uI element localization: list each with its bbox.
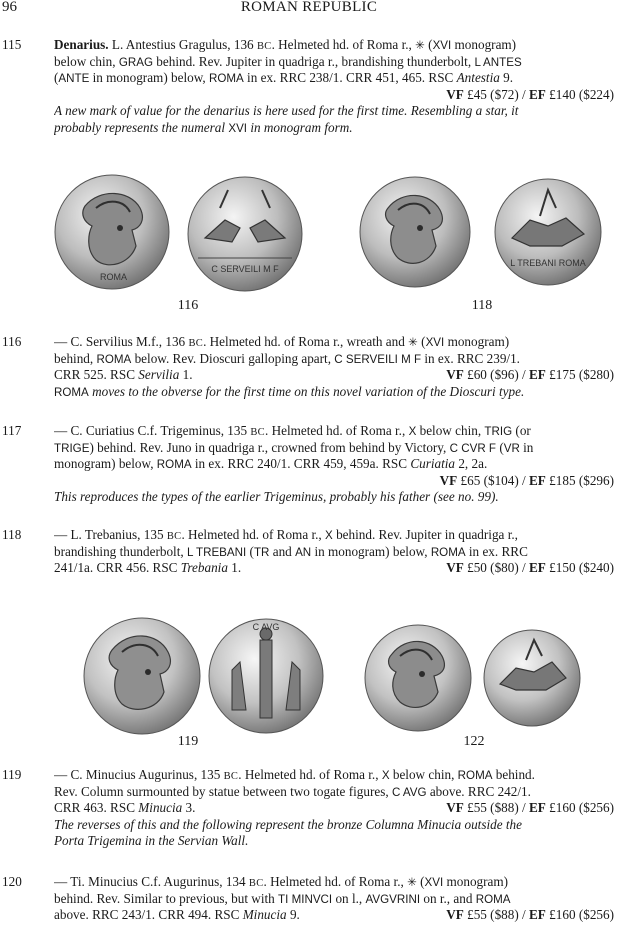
- valuation: [54, 473, 614, 490]
- entry-text: — Ti. Minucius C.f. Augurinus, 134: [54, 874, 249, 889]
- entry-text: below chin,: [416, 423, 485, 438]
- reference-text: [54, 800, 195, 817]
- legend-text: ROMA: [208, 72, 244, 85]
- entry-line: [54, 440, 614, 457]
- entry-text: behind. Rev. Jupiter in quadriga r., brandishing thunderbolt,: [152, 53, 475, 69]
- entry-text: BC: [188, 338, 204, 349]
- plate-caption: 118: [471, 298, 493, 313]
- entry-line: [54, 351, 614, 368]
- entry-text: BC: [256, 41, 272, 52]
- entry-text: brandishing thunderbolt,: [54, 543, 187, 559]
- entry-text: A new mark of value for the denarius is here used for the first time. Resembling a star, it: [54, 103, 519, 118]
- grade-label: EF: [529, 907, 546, 922]
- entry-line: [54, 833, 614, 850]
- entry-text: . Helmeted hd. of Roma r.,: [238, 767, 382, 782]
- entry-text: Minucia: [242, 907, 287, 922]
- entry-line: [54, 70, 614, 87]
- coin-legend: C AVG: [252, 622, 280, 632]
- grade-label: Denarius.: [54, 37, 109, 52]
- entry-text: monogram) below,: [54, 456, 157, 471]
- entry-line: [54, 891, 614, 908]
- entry-text: — L. Trebanius, 135: [54, 527, 167, 542]
- entry-line: [54, 37, 614, 54]
- grade-label: EF: [529, 86, 546, 102]
- reference-text: [54, 907, 300, 924]
- entry-text: (: [416, 874, 425, 889]
- entry-text: behind.: [492, 767, 535, 782]
- entry-line: [54, 489, 614, 506]
- legend-text: X: [381, 769, 390, 782]
- legend-text: AVGVRINI: [365, 892, 421, 906]
- entry-text: (or: [512, 423, 531, 438]
- entry-body: [54, 527, 614, 577]
- grade-label: VF: [446, 907, 464, 922]
- entry-line: [54, 423, 614, 440]
- coin-plate-2: [0, 610, 618, 760]
- entry-text: 241/1a. CRR 456. RSC: [54, 560, 181, 575]
- entry-text: below chin,: [54, 53, 119, 69]
- entry-text: 1.: [227, 560, 242, 575]
- entry-body: [54, 37, 614, 136]
- coin-116-obverse: [55, 175, 169, 289]
- entry-text: CRR 463. RSC: [54, 800, 139, 815]
- entry-text: probably represents the numeral: [54, 119, 229, 135]
- entry-text: below. Rev. Dioscuri galloping apart,: [131, 350, 335, 366]
- entry-text: above. RRC 243/1. CRR 494. RSC: [54, 907, 243, 922]
- entry-text: £160 ($256): [545, 800, 614, 815]
- entry-body: [54, 423, 614, 506]
- coin-119-obverse: [84, 618, 200, 734]
- grade-label: VF: [446, 560, 464, 575]
- entry-text: — C. Servilius M.f., 136: [54, 334, 189, 349]
- entry-text: £150 ($240): [545, 560, 614, 575]
- page-number: 96: [2, 0, 17, 15]
- entry-text: — C. Minucius Augurinus, 135: [54, 767, 224, 782]
- entry-text: (: [54, 70, 59, 85]
- plate-caption: 119: [177, 734, 199, 749]
- grade-label: VF: [446, 800, 464, 815]
- entry-text: on r., and: [420, 890, 476, 906]
- coin-118-reverse: [495, 179, 601, 285]
- entry-text: and: [269, 543, 296, 559]
- entry-text: Rev. Column surmounted by statue between two togate figures,: [54, 783, 392, 799]
- legend-text: TRIG: [484, 425, 513, 438]
- entry-text: . Helmeted hd. of Roma r., wreath and: [203, 334, 409, 349]
- entry-text: behind. Rev. Jupiter in quadriga r.,: [332, 527, 518, 542]
- entry-text: Servilia: [138, 367, 180, 382]
- entry-text: £65 ($104) /: [457, 472, 529, 488]
- valuation: [446, 367, 614, 384]
- entry-text: . Helmeted hd. of Roma r.,: [263, 874, 408, 889]
- entry-text: CRR 525. RSC: [54, 367, 139, 382]
- grade-label: VF: [446, 367, 464, 382]
- plate-caption: 116: [177, 298, 199, 313]
- legend-text: C AVG: [391, 785, 427, 799]
- legend-text: ✳: [408, 336, 418, 349]
- entry-text: in monogram) below,: [311, 543, 431, 559]
- entry-text: £185 ($296): [545, 472, 614, 488]
- entry-text: in ex. RRC 240/1. CRR 459, 459a. RSC: [191, 456, 411, 471]
- grade-label: VF: [446, 86, 464, 102]
- legend-text: XVI: [432, 39, 452, 52]
- entry-text: on l.,: [332, 890, 366, 906]
- legend-text: ROMA: [156, 458, 192, 471]
- entry-text: — C. Curiatius C.f. Trigeminus, 135: [54, 423, 251, 438]
- valuation: [446, 800, 614, 817]
- entry-number: 115: [2, 37, 22, 52]
- legend-text: ROMA: [54, 385, 89, 399]
- legend-text: GRAG: [118, 55, 153, 69]
- entry-text: in ex. RRC 238/1. CRR 451, 465. RSC: [243, 70, 457, 85]
- entry-line: [54, 334, 614, 351]
- entry-number: 117: [2, 423, 22, 438]
- entry-line-with-value: [54, 907, 614, 924]
- entry-text: below chin,: [389, 767, 458, 782]
- entry-number: 118: [2, 527, 22, 542]
- entry-text: BC: [250, 427, 265, 438]
- legend-text: VR: [503, 441, 520, 455]
- entry-text: ) behind. Rev. Juno in quadriga r., crowned from behind by Victory,: [89, 439, 450, 455]
- legend-text: L TREBANI: [186, 545, 247, 559]
- entry-text: BC: [166, 531, 182, 542]
- entry-line: [54, 767, 614, 784]
- coin-legend: L TREBANI ROMA: [510, 258, 586, 268]
- legend-text: ROMA: [475, 892, 511, 906]
- legend-text: TR: [253, 545, 270, 559]
- valuation: [446, 560, 614, 577]
- entry-text: in monogram form.: [247, 119, 353, 135]
- grade-label: EF: [529, 367, 546, 382]
- entry-text: (: [417, 334, 426, 349]
- coin-legend: ROMA: [100, 272, 127, 282]
- coin-116-reverse: [188, 177, 302, 291]
- entry-body: [54, 334, 614, 400]
- legend-text: XVI: [425, 336, 445, 349]
- legend-text: TI MINVCI: [278, 892, 333, 906]
- legend-text: TRIGE: [54, 441, 90, 455]
- entry-text: in: [519, 439, 534, 455]
- legend-text: XVI: [228, 121, 248, 135]
- legend-text: XVI: [424, 876, 444, 889]
- entry-text: £55 ($88) /: [463, 907, 529, 922]
- entry-body: [54, 767, 614, 850]
- coin-122-obverse: [365, 625, 471, 731]
- legend-text: X: [408, 425, 417, 438]
- entry-text: 3.: [182, 800, 196, 815]
- legend-text: ROMA: [430, 545, 466, 559]
- entry-text: This reproduces the types of the earlier Trigeminus, probably his father (see no. 99).: [54, 489, 499, 504]
- entry-text: £50 ($80) /: [463, 560, 529, 575]
- entry-body: [54, 874, 614, 924]
- entry-text: (: [246, 543, 254, 559]
- entry-text: £55 ($88) /: [463, 800, 529, 815]
- entry-text: Minucia: [138, 800, 183, 815]
- entry-line-with-value: [54, 367, 614, 384]
- grade-label: VF: [439, 472, 458, 488]
- entry-number: 120: [2, 874, 22, 889]
- entry-text: Curiatia: [410, 456, 456, 471]
- legend-text: ROMA: [96, 352, 132, 366]
- coin-legend: C SERVEILI M F: [211, 264, 279, 274]
- running-title: ROMAN REPUBLIC: [240, 0, 378, 15]
- entry-text: The reverses of this and the following represent the bronze Columna Minucia outside the: [54, 816, 522, 832]
- legend-text: AN: [295, 545, 312, 559]
- legend-text: X: [325, 529, 333, 542]
- entry-line: [54, 874, 614, 891]
- legend-text: L ANTES: [474, 55, 522, 69]
- entry-text: 9.: [499, 70, 514, 85]
- entry-text: . Helmeted hd. of Roma r.,: [181, 527, 326, 542]
- entry-text: (: [424, 37, 433, 52]
- entry-text: Antestia: [456, 70, 500, 85]
- coin-plate-1: [0, 168, 618, 318]
- legend-text: ROMA: [457, 769, 493, 782]
- entry-line: [54, 817, 614, 834]
- entry-text: in ex. RRC: [465, 543, 528, 559]
- entry-line: [54, 784, 614, 801]
- entry-text: £60 ($96) /: [463, 367, 529, 382]
- reference-text: [54, 560, 241, 577]
- entry-text: in monogram) below,: [89, 70, 209, 85]
- coin-122-reverse: [484, 630, 580, 726]
- entry-text: monogram): [444, 334, 510, 349]
- entry-text: Trebania: [180, 560, 228, 575]
- entry-line-with-value: [54, 800, 614, 817]
- legend-text: C SERVEILI M F: [334, 352, 422, 366]
- entry-text: monogram): [443, 874, 509, 889]
- entry-text: 1.: [179, 367, 193, 382]
- entry-text: £160 ($256): [545, 907, 614, 922]
- entry-line: [54, 54, 614, 71]
- legend-text: ANTE: [58, 72, 90, 85]
- entry-text: (: [496, 439, 504, 455]
- entry-line: [54, 120, 614, 137]
- grade-label: EF: [529, 800, 546, 815]
- legend-text: C CVR F: [449, 441, 497, 455]
- entry-text: L. Antestius Gragulus, 136: [108, 37, 257, 52]
- entry-text: £175 ($280): [545, 367, 614, 382]
- coin-119-reverse: [209, 619, 323, 733]
- entry-text: £45 ($72) /: [463, 86, 529, 102]
- grade-label: EF: [529, 560, 546, 575]
- grade-label: EF: [529, 472, 546, 488]
- entry-text: 9.: [286, 907, 300, 922]
- entry-text: £140 ($224): [545, 86, 614, 102]
- entry-text: above. RRC 242/1.: [426, 783, 531, 799]
- entry-text: . Helmeted hd. of Roma r.,: [264, 423, 409, 438]
- entry-text: BC: [248, 878, 264, 889]
- entry-line: [54, 544, 614, 561]
- running-header: [0, 0, 618, 20]
- entry-line-with-value: [54, 560, 614, 577]
- entry-line: [54, 456, 614, 473]
- entry-text: monogram): [451, 37, 517, 52]
- entry-text: 2, 2a.: [455, 456, 488, 471]
- entry-text: in ex. RRC 239/1.: [421, 350, 520, 366]
- entry-line: [54, 384, 614, 401]
- entry-text: behind. Rev. Similar to previous, but with: [54, 890, 279, 906]
- legend-text: ✳: [407, 876, 417, 889]
- valuation: [446, 907, 614, 924]
- entry-line: [54, 103, 614, 120]
- entry-text: . Helmeted hd. of Roma r.,: [271, 37, 416, 52]
- entry-number: 119: [2, 767, 22, 782]
- valuation: [54, 87, 614, 104]
- entry-line: [54, 527, 614, 544]
- coin-118-obverse: [360, 177, 470, 287]
- entry-number: 116: [2, 334, 22, 349]
- entry-text: Porta Trigemina in the Servian Wall.: [54, 833, 249, 848]
- entry-text: BC: [223, 771, 239, 782]
- entry-text: moves to the obverse for the first time on this novel variation of the Dioscuri type.: [88, 383, 525, 399]
- entry-text: behind,: [54, 350, 97, 366]
- legend-text: ✳: [415, 39, 425, 52]
- reference-text: [54, 367, 193, 384]
- plate-caption: 122: [463, 734, 485, 749]
